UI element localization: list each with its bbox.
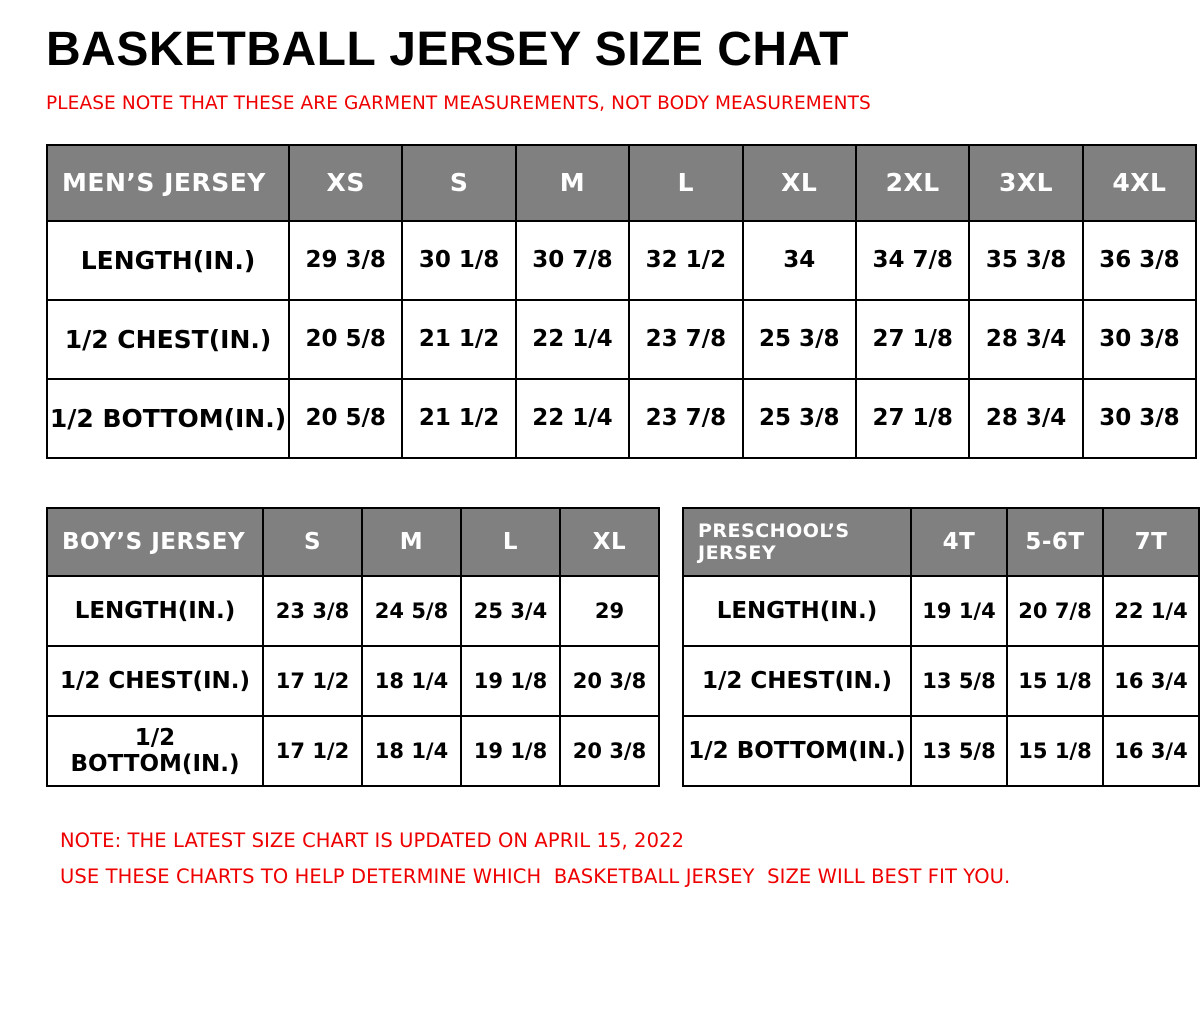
note-usage: USE THESE CHARTS TO HELP DETERMINE WHICH BASKETBALL JERSEY SIZE WILL BEST FIT YOU. — [60, 864, 1011, 888]
table-cell: 22 1/4 — [516, 300, 629, 379]
table-cell: 30 1/8 — [402, 221, 515, 300]
table-row — [47, 576, 659, 646]
table-row — [683, 646, 1199, 716]
table-cell: 25 3/8 — [743, 300, 856, 379]
note-update-date: NOTE: THE LATEST SIZE CHART IS UPDATED ON APRIL 15, 2022 — [60, 828, 685, 852]
table-cell: 27 1/8 — [856, 300, 969, 379]
column-header-3xl: 3XL — [969, 145, 1082, 221]
lower-tables-row — [46, 507, 1188, 787]
table-cell: 21 1/2 — [402, 300, 515, 379]
column-header-l: L — [461, 508, 560, 576]
table-row — [683, 716, 1199, 786]
table-cell: 29 — [560, 576, 659, 646]
table-cell: 19 1/8 — [461, 716, 560, 786]
column-header-xl: XL — [560, 508, 659, 576]
row-label-length: LENGTH(IN.) — [683, 576, 911, 646]
footer-notes — [60, 823, 1176, 895]
garment-measurement-note: PLEASE NOTE THAT THESE ARE GARMENT MEASUREMENTS, NOT BODY MEASUREMENTS — [46, 93, 871, 114]
row-label-length: LENGTH(IN.) — [47, 576, 263, 646]
table-cell: 34 — [743, 221, 856, 300]
table-cell: 16 3/4 — [1103, 646, 1199, 716]
column-header-m: M — [516, 145, 629, 221]
table-row — [683, 576, 1199, 646]
size-chart-page — [0, 22, 1200, 1029]
column-header-7t: 7T — [1103, 508, 1199, 576]
table-cell: 35 3/8 — [969, 221, 1082, 300]
table-cell: 13 5/8 — [911, 716, 1007, 786]
table-cell: 36 3/8 — [1083, 221, 1196, 300]
preschool-table-title-cell: PRESCHOOL’S JERSEY — [683, 508, 911, 576]
column-header-2xl: 2XL — [856, 145, 969, 221]
table-cell: 20 7/8 — [1007, 576, 1103, 646]
table-cell: 24 5/8 — [362, 576, 461, 646]
table-cell: 19 1/4 — [911, 576, 1007, 646]
table-cell: 13 5/8 — [911, 646, 1007, 716]
row-label-half-chest: 1/2 CHEST(IN.) — [47, 646, 263, 716]
preschool-jersey-size-table — [682, 507, 1200, 787]
page-title: BASKETBALL JERSEY SIZE CHAT — [46, 23, 849, 76]
row-label-half-chest: 1/2 CHEST(IN.) — [47, 300, 289, 379]
table-cell: 20 5/8 — [289, 379, 402, 458]
table-cell: 25 3/8 — [743, 379, 856, 458]
row-label-half-bottom: 1/2 BOTTOM(IN.) — [47, 716, 263, 786]
table-cell: 16 3/4 — [1103, 716, 1199, 786]
table-row — [47, 221, 1196, 300]
column-header-5-6t: 5-6T — [1007, 508, 1103, 576]
table-cell: 18 1/4 — [362, 646, 461, 716]
table-cell: 23 7/8 — [629, 300, 742, 379]
boys-table-title-cell: BOY’S JERSEY — [47, 508, 263, 576]
table-cell: 15 1/8 — [1007, 716, 1103, 786]
table-row — [47, 379, 1196, 458]
table-cell: 28 3/4 — [969, 300, 1082, 379]
table-cell: 32 1/2 — [629, 221, 742, 300]
table-row — [47, 646, 659, 716]
mens-table-title-cell: MEN’S JERSEY — [47, 145, 289, 221]
table-cell: 23 3/8 — [263, 576, 362, 646]
row-label-half-chest: 1/2 CHEST(IN.) — [683, 646, 911, 716]
table-cell: 25 3/4 — [461, 576, 560, 646]
column-header-xs: XS — [289, 145, 402, 221]
table-cell: 30 7/8 — [516, 221, 629, 300]
column-header-s: S — [263, 508, 362, 576]
row-label-length: LENGTH(IN.) — [47, 221, 289, 300]
row-label-half-bottom: 1/2 BOTTOM(IN.) — [683, 716, 911, 786]
table-cell: 17 1/2 — [263, 716, 362, 786]
table-cell: 20 5/8 — [289, 300, 402, 379]
column-header-l: L — [629, 145, 742, 221]
table-cell: 15 1/8 — [1007, 646, 1103, 716]
table-cell: 17 1/2 — [263, 646, 362, 716]
table-cell: 23 7/8 — [629, 379, 742, 458]
row-label-half-bottom: 1/2 BOTTOM(IN.) — [47, 379, 289, 458]
table-cell: 22 1/4 — [1103, 576, 1199, 646]
table-cell: 19 1/8 — [461, 646, 560, 716]
boys-jersey-size-table — [46, 507, 660, 787]
mens-jersey-size-table — [46, 144, 1197, 459]
table-cell: 21 1/2 — [402, 379, 515, 458]
table-cell: 29 3/8 — [289, 221, 402, 300]
table-header-row — [47, 145, 1196, 221]
table-header-row — [47, 508, 659, 576]
table-row — [47, 300, 1196, 379]
table-cell: 20 3/8 — [560, 646, 659, 716]
table-cell: 20 3/8 — [560, 716, 659, 786]
table-row — [47, 716, 659, 786]
table-cell: 27 1/8 — [856, 379, 969, 458]
column-header-xl: XL — [743, 145, 856, 221]
table-cell: 30 3/8 — [1083, 300, 1196, 379]
table-cell: 28 3/4 — [969, 379, 1082, 458]
table-header-row — [683, 508, 1199, 576]
column-header-s: S — [402, 145, 515, 221]
table-cell: 34 7/8 — [856, 221, 969, 300]
table-cell: 18 1/4 — [362, 716, 461, 786]
column-header-4t: 4T — [911, 508, 1007, 576]
column-header-4xl: 4XL — [1083, 145, 1196, 221]
table-cell: 22 1/4 — [516, 379, 629, 458]
table-cell: 30 3/8 — [1083, 379, 1196, 458]
column-header-m: M — [362, 508, 461, 576]
